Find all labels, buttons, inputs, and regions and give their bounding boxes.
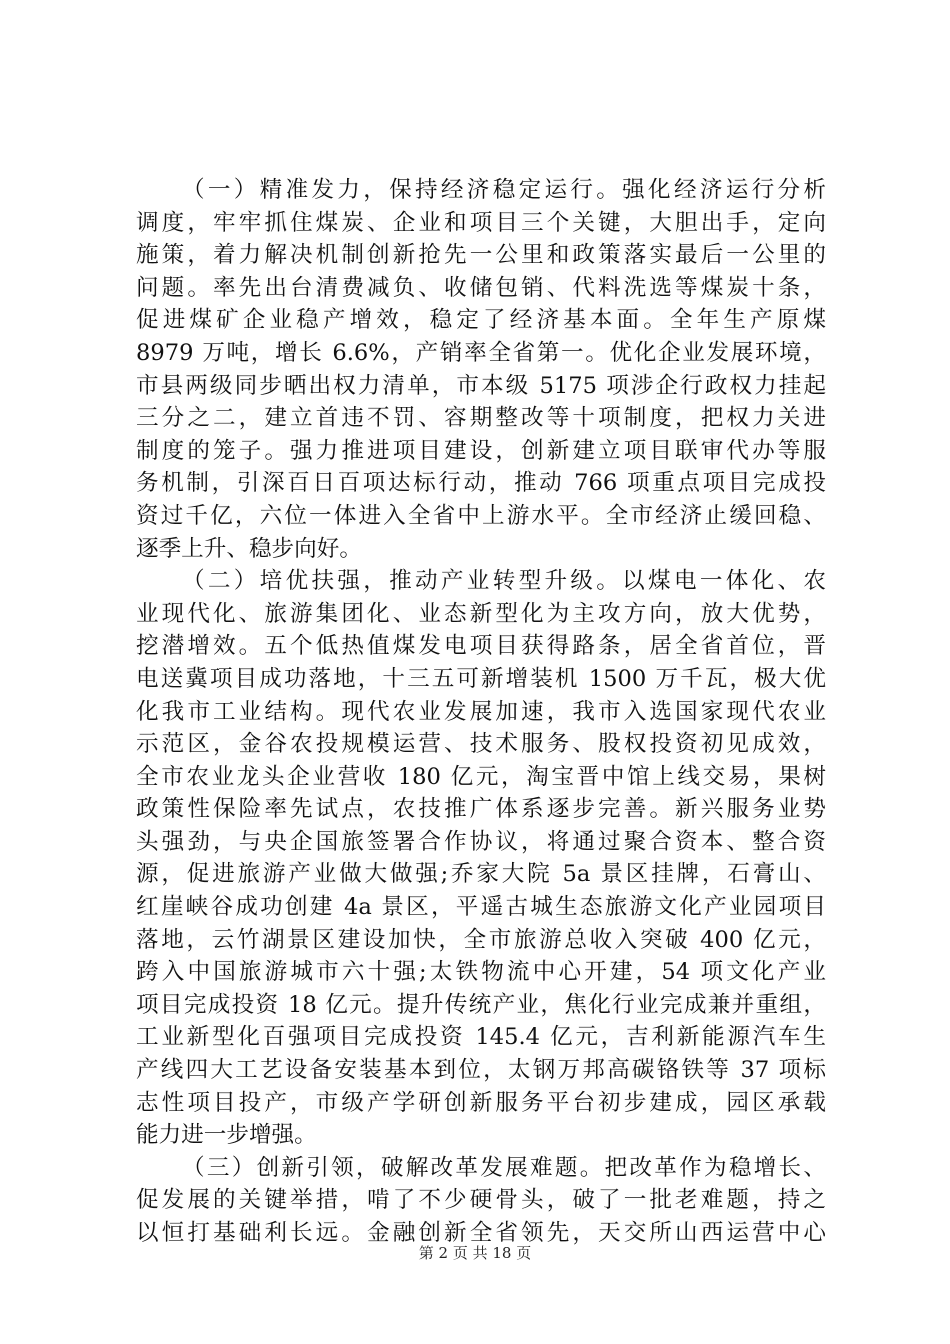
text-line: 挖潜增效。五个低热值煤发电项目获得路条，居全省首位，晋 xyxy=(136,633,826,660)
text-line: 资过千亿，六位一体进入全省中上游水平。全市经济止缓回稳、 xyxy=(136,502,826,529)
text-line: 务机制，引深百日百项达标行动，推动 766 项重点项目完成投 xyxy=(136,470,826,497)
document-body xyxy=(136,174,826,1250)
text-line: 市县两级同步晒出权力清单，市本级 5175 项涉企行政权力挂起 xyxy=(136,372,826,399)
text-line: 源，促进旅游产业做大做强;乔家大院 5a 景区挂牌，石膏山、 xyxy=(136,861,826,888)
text-line: 项目完成投资 18 亿元。提升传统产业，焦化行业完成兼并重组， xyxy=(136,991,826,1018)
text-line: 示范区，金谷农投规模运营、技术服务、股权投资初见成效， xyxy=(136,731,826,758)
text-line: 制度的笼子。强力推进项目建设，创新建立项目联审代办等服 xyxy=(136,437,826,464)
text-line: （二）培优扶强，推动产业转型升级。以煤电一体化、农 xyxy=(182,568,826,595)
text-line: 问题。率先出台清费减负、收储包销、代料洗选等煤炭十条， xyxy=(136,274,826,301)
text-line: 落地，云竹湖景区建设加快，全市旅游总收入突破 400 亿元， xyxy=(136,926,826,953)
text-line: 施策，着力解决机制创新抢先一公里和政策落实最后一公里的 xyxy=(136,242,826,269)
text-line: 化我市工业结构。现代农业发展加速，我市入选国家现代农业 xyxy=(136,698,826,725)
text-line: 志性项目投产，市级产学研创新服务平台初步建成，园区承载 xyxy=(136,1089,826,1116)
text-line: 头强劲，与央企国旅签署合作协议，将通过聚合资本、整合资 xyxy=(136,828,826,855)
text-line: （一）精准发力，保持经济稳定运行。强化经济运行分析 xyxy=(182,177,826,203)
page-footer: 第 2 页 共 18 页 xyxy=(418,1244,532,1262)
text-line: 能力进一步增强。 xyxy=(136,1122,317,1149)
text-line: 8979 万吨，增长 6.6%，产销率全省第一。优化企业发展环境， xyxy=(136,339,826,366)
text-line: 促进煤矿企业稳产增效，稳定了经济基本面。全年生产原煤 xyxy=(136,307,826,334)
text-line: 政策性保险率先试点，农技推广体系逐步完善。新兴服务业势 xyxy=(136,796,826,823)
text-line: 红崖峡谷成功创建 4a 景区，平遥古城生态旅游文化产业园项目 xyxy=(136,894,826,921)
text-line: 工业新型化百强项目完成投资 145.4 亿元，吉利新能源汽车生 xyxy=(136,1024,826,1051)
text-line: 逐季上升、稳步向好。 xyxy=(136,535,362,562)
text-line: 调度，牢牢抓住煤炭、企业和项目三个关键，大胆出手，定向 xyxy=(136,209,826,236)
paragraph xyxy=(136,565,826,1152)
text-line: 全市农业龙头企业营收 180 亿元，淘宝晋中馆上线交易，果树 xyxy=(136,763,826,790)
paragraph xyxy=(136,1152,826,1250)
paragraph xyxy=(136,174,826,565)
text-line: 三分之二，建立首违不罚、容期整改等十项制度，把权力关进 xyxy=(136,405,826,432)
text-line: 产线四大工艺设备安装基本到位，太钢万邦高碳铬铁等 37 项标 xyxy=(136,1057,826,1084)
text-line: （三）创新引领，破解改革发展难题。把改革作为稳增长、 xyxy=(182,1154,826,1181)
text-line: 以恒打基础利长远。金融创新全省领先，天交所山西运营中心 xyxy=(136,1220,826,1246)
text-line: 电送冀项目成功落地，十三五可新增装机 1500 万千瓦，极大优 xyxy=(136,665,826,692)
text-line: 跨入中国旅游城市六十强;太铁物流中心开建，54 项文化产业 xyxy=(136,959,826,986)
text-line: 促发展的关键举措，啃了不少硬骨头，破了一批老难题，持之 xyxy=(136,1187,826,1214)
text-line: 业现代化、旅游集团化、业态新型化为主攻方向，放大优势， xyxy=(136,600,826,627)
